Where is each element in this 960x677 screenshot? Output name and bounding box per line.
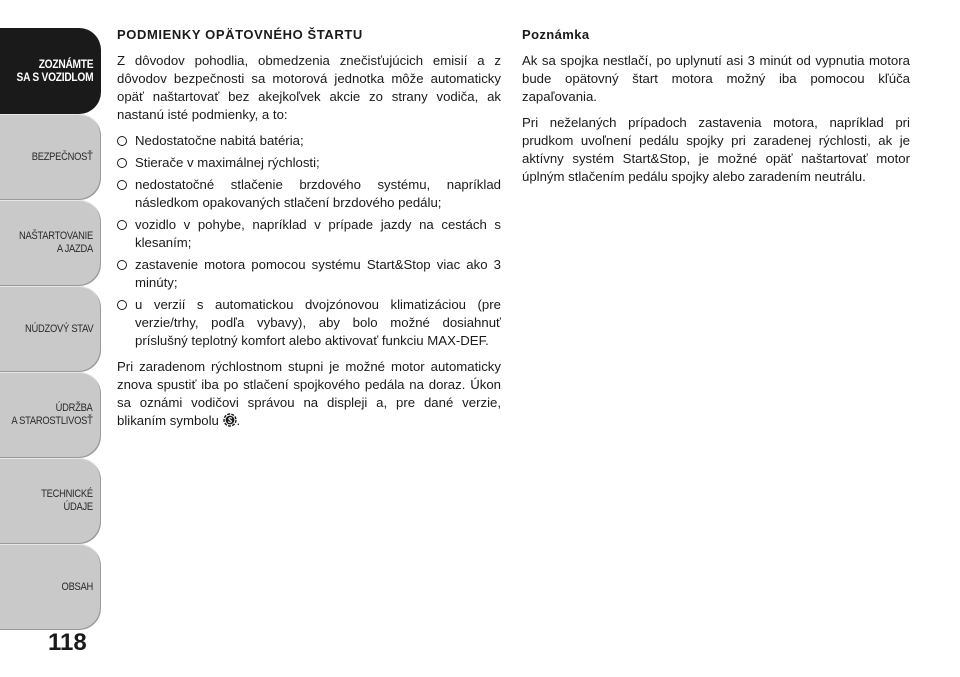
tab-label-line-2: A STAROSTLIVOSŤ: [11, 415, 93, 427]
list-item: zastavenie motora pomocou systému Start&Stop viac ako 3 minúty;: [117, 256, 501, 292]
circle-bullet-icon: [117, 136, 127, 146]
tab-label-line-1: ÚDRŽBA: [56, 402, 93, 414]
circle-bullet-icon: [117, 260, 127, 270]
tab-label-line-1: NAŠTARTOVANIE: [19, 230, 93, 242]
right-column: [522, 26, 910, 194]
note-heading: Poznámka: [522, 27, 590, 42]
section-heading: PODMIENKY OPÄTOVNÉHO ŠTARTU: [117, 27, 363, 42]
tab-label-line-2: A JAZDA: [56, 243, 93, 255]
tab-label-line-1: TECHNICKÉ: [41, 488, 93, 500]
list-item: Stierače v maximálnej rýchlosti;: [117, 154, 501, 172]
circle-bullet-icon: [117, 158, 127, 168]
tab-bezpecnost[interactable]: [0, 114, 101, 200]
tab-label-line-2: SA S VOZIDLOM: [16, 70, 93, 84]
start-stop-symbol-icon: [223, 413, 237, 427]
tab-label-line-1: BEZPEČNOSŤ: [32, 150, 93, 163]
tab-obsah[interactable]: [0, 544, 101, 630]
list-item: nedostatočné stlačenie brzdového systému, napríklad následkom opakovaných stlačení brzdového pedálu;: [117, 176, 501, 212]
list-item: vozidlo v pohybe, napríklad v prípade jazdy na cestách s klesaním;: [117, 216, 501, 252]
page-number: 118: [48, 629, 87, 656]
tab-nudzovy-stav[interactable]: [0, 286, 101, 372]
tab-label-line-1: NÚDZOVÝ STAV: [24, 322, 93, 335]
tab-label-line-2: ÚDAJE: [63, 501, 93, 513]
left-column: [117, 26, 501, 438]
conditions-list: [117, 132, 501, 350]
tab-zoznamte-sa-s-vozidlom[interactable]: [0, 28, 101, 114]
note-paragraph-2: Pri neželaných prípadoch zastavenia motora, napríklad pri prudkom uvoľnení pedálu spojky pri zaradenej rýchlosti, ak je aktívny systém Start&Stop, je možné opäť naštartovať motor úplným stlačením pedálu spojky alebo zaradením neutrálu.: [522, 115, 910, 184]
tab-udrzba-a-starostlivost[interactable]: [0, 372, 101, 458]
tab-label-line-1: ZOZNÁMTE: [38, 57, 93, 71]
intro-paragraph: Z dôvodov pohodlia, obmedzenia znečisťujúcich emisií a z dôvodov bezpečnosti sa motorová jednotka môže automaticky opäť naštartovať bez akejkoľvek akcie zo strany vodiča, ak nastanú isté podmienky, a to:: [117, 53, 501, 122]
tab-label-line-1: OBSAH: [61, 580, 93, 593]
note-paragraph-1: Ak sa spojka nestlačí, po uplynutí asi 3 minút od vypnutia motora bude opätovný štart motora možný iba pomocou kľúča zapaľovania.: [522, 53, 910, 104]
outro-paragraph: Pri zaradenom rýchlostnom stupni je možné motor automaticky znova spustiť iba po stlačení spojkového pedála na doraz. Úkon sa oznámi vodičovi správou na displeji a, pre dané verzie, blikaním symbolu .: [117, 359, 501, 428]
circle-bullet-icon: [117, 180, 127, 190]
tab-technicke-udaje[interactable]: [0, 458, 101, 544]
list-item: u verzií s automatickou dvojzónovou klimatizáciou (pre verzie/trhy, podľa vybavy), aby bolo možné dosiahnuť príslušný teplotný komfort alebo aktivovať funkciu MAX-DEF.: [117, 296, 501, 350]
list-item: Nedostatočne nabitá batéria;: [117, 132, 501, 150]
tab-nastartovanie-a-jazda[interactable]: [0, 200, 101, 286]
circle-bullet-icon: [117, 300, 127, 310]
circle-bullet-icon: [117, 220, 127, 230]
